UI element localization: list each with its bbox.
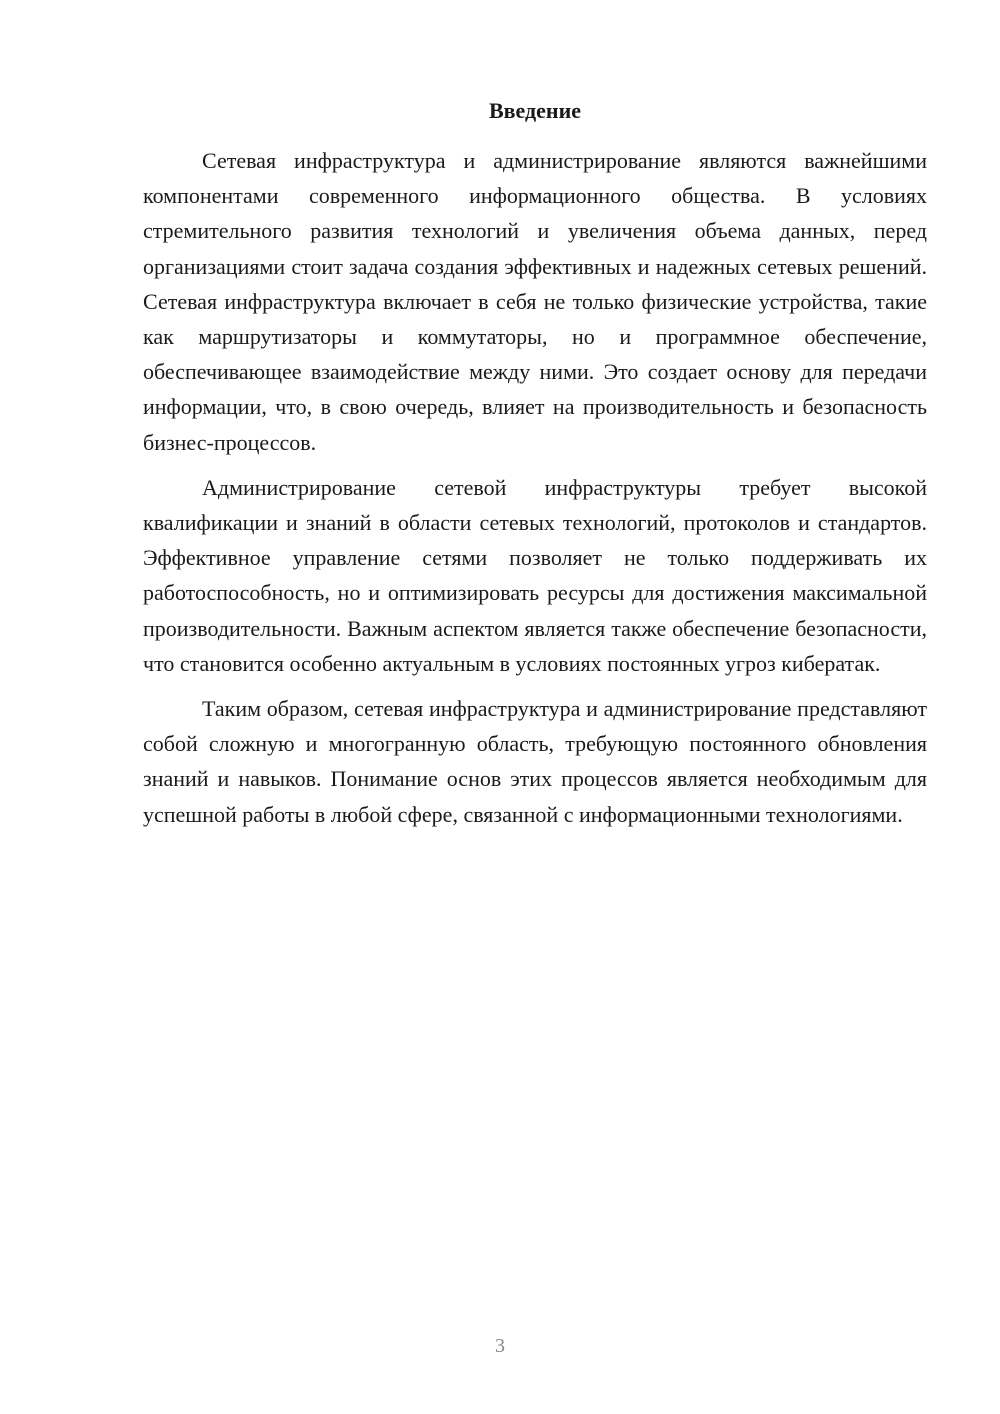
page-number: 3 [495,1335,505,1357]
body-text [143,143,927,832]
paragraph-3: Таким образом, сетевая инфраструктура и администрирование представляют собой сложную и многогранную область, требующую постоянного обновления знаний и навыков. Понимание основ этих процессов является необходимым для успешной работы в любой сфере, связанной с информационными технологиями. [143,696,927,827]
section-heading: Введение [488,98,582,123]
paragraph-1: Сетевая инфраструктура и администрирование являются важнейшими компонентами современного информационного общества. В условиях стремительного развития технологий и увеличения объема данных, перед организациями стоит задача создания эффективных и надежных сетевых решений. Сетевая инфраструктура включает в себя не только физические устройства, такие как маршрутизаторы и коммутаторы, но и программное обеспечение, обеспечивающее взаимодействие между ними. Это создает основу для передачи информации, что, в свою очередь, влияет на производительность и безопасность бизнес-процессов. [143,148,927,455]
paragraph-2: Администрирование сетевой инфраструктуры требует высокой квалификации и знаний в области сетевых технологий, протоколов и стандартов. Эффективное управление сетями позволяет не только поддерживать их работоспособность, но и оптимизировать ресурсы для достижения максимальной производительности. Важным аспектом является также обеспечение безопасности, что становится особенно актуальным в условиях постоянных угроз кибератак. [143,474,927,676]
